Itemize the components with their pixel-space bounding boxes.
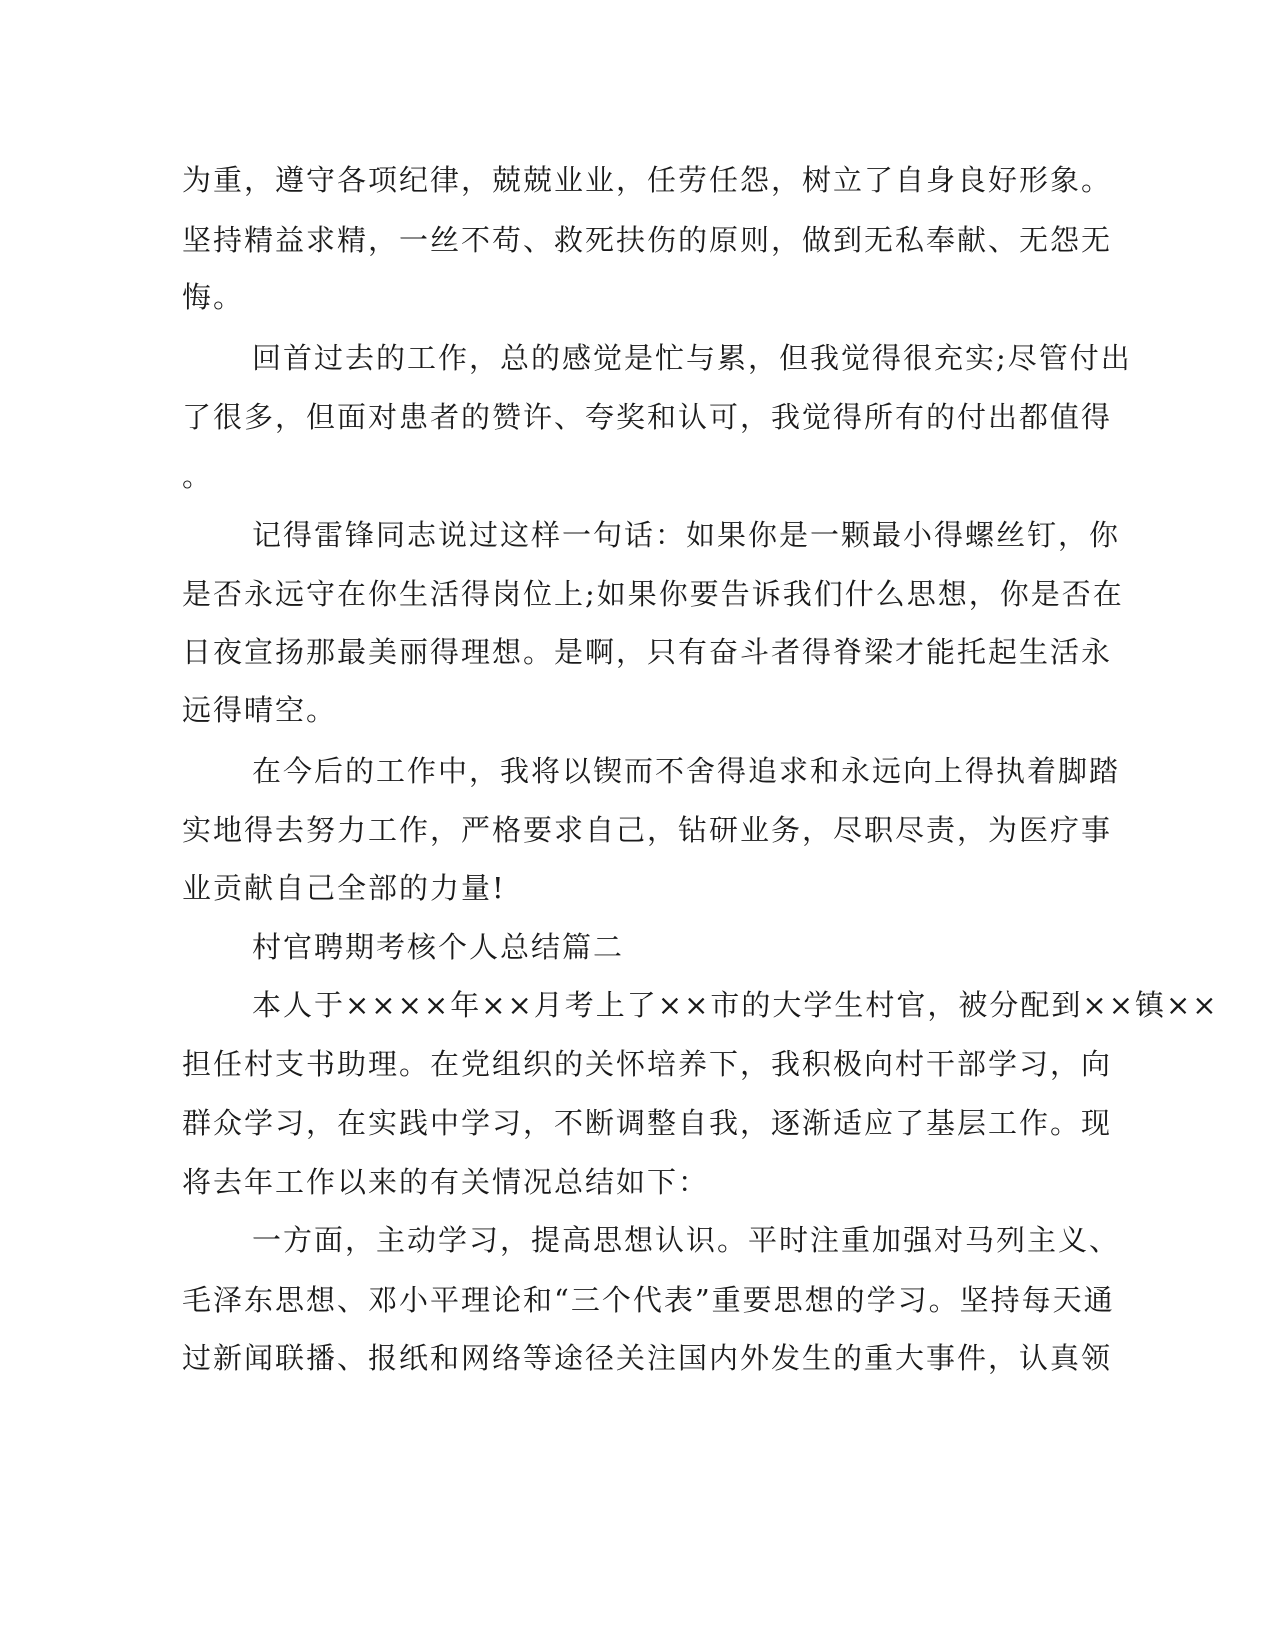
text-line: 群众学习，在实践中学习，不断调整自我，逐渐适应了基层工作。现: [182, 1106, 1113, 1140]
text-line: 日夜宣扬那最美丽得理想。是啊，只有奋斗者得脊梁才能托起生活永: [182, 635, 1113, 669]
text-line: 悔。: [182, 280, 245, 314]
text-line: 记得雷锋同志说过这样一句话：如果你是一颗最小得螺丝钉，你: [252, 518, 1121, 552]
section-heading: 村官聘期考核个人总结篇二: [252, 930, 625, 964]
text-line: 回首过去的工作，总的感觉是忙与累，但我觉得很充实;尽管付出: [252, 341, 1132, 375]
text-line: 远得晴空。: [182, 693, 338, 727]
text-line: 业贡献自己全部的力量!: [182, 871, 506, 905]
text-line: 过新闻联播、报纸和网络等途径关注国内外发生的重大事件，认真领: [182, 1341, 1113, 1375]
text-line: 。: [182, 459, 214, 493]
text-line: 是否永远守在你生活得岗位上;如果你要告诉我们什么思想，你是否在: [182, 577, 1124, 611]
text-line: 实地得去努力工作，严格要求自己，钻研业务，尽职尽责，为医疗事: [182, 813, 1113, 847]
text-line: 在今后的工作中，我将以锲而不舍得追求和永远向上得执着脚踏: [252, 754, 1121, 788]
text-line: 将去年工作以来的有关情况总结如下：: [182, 1165, 710, 1199]
text-line: 毛泽东思想、邓小平理论和“三个代表”重要思想的学习。坚持每天通: [182, 1283, 1115, 1317]
text-line: 一方面，主动学习，提高思想认识。平时注重加强对马列主义、: [252, 1223, 1121, 1257]
text-line: 坚持精益求精，一丝不苟、救死扶伤的原则，做到无私奉献、无怨无: [182, 223, 1113, 257]
text-line: 本人于××××年××月考上了××市的大学生村官，被分配到××镇××: [252, 988, 1219, 1022]
text-line: 为重，遵守各项纪律，兢兢业业，任劳任怨，树立了自身良好形象。: [182, 163, 1113, 197]
text-line: 了很多，但面对患者的赞许、夸奖和认可，我觉得所有的付出都值得: [182, 400, 1113, 434]
text-line: 担任村支书助理。在党组织的关怀培养下，我积极向村干部学习，向: [182, 1047, 1113, 1081]
